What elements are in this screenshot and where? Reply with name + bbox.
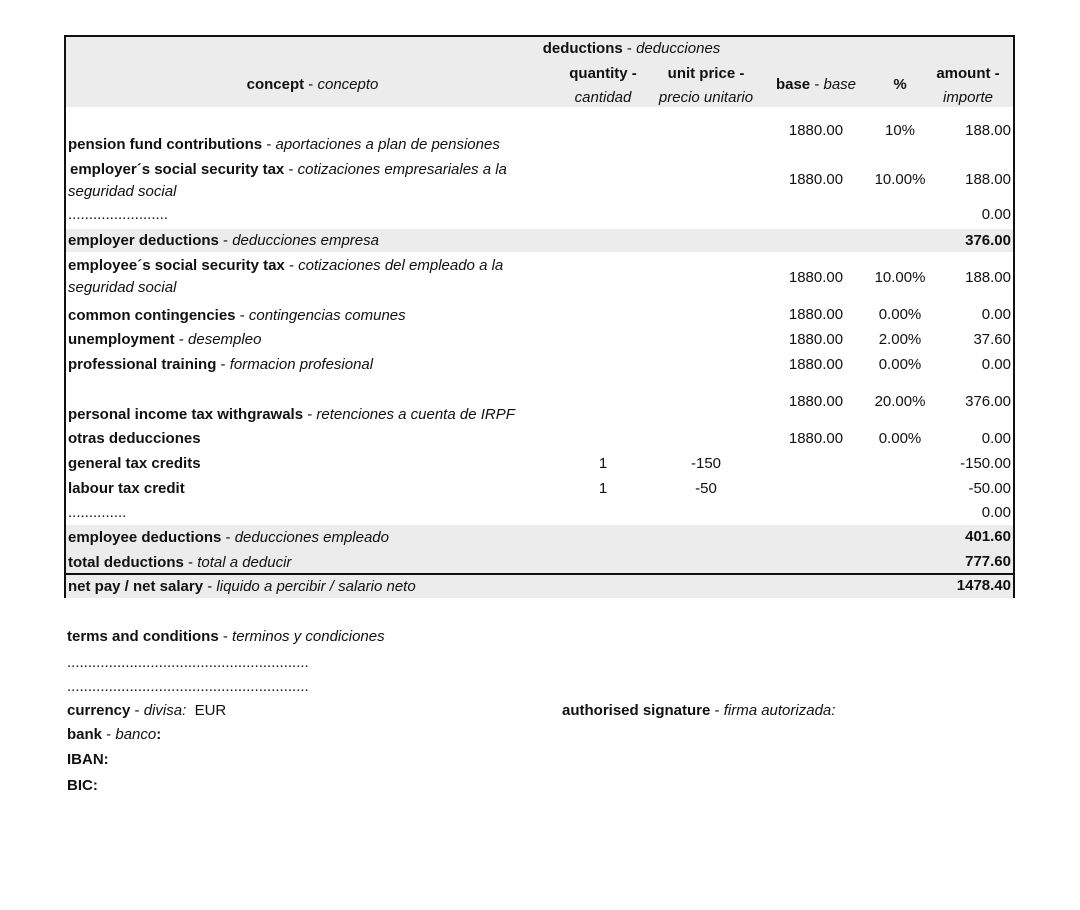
currency-bold: currency [67,702,131,719]
bank-colon: : [156,726,162,743]
label-bold: common contingencies [68,307,236,324]
currency-value: EUR [194,702,227,719]
row-unemployment-concept: unemployment - desempleo [68,331,262,348]
row-general-tax-amount: -150.00 [960,455,1011,472]
col-header-base [764,75,868,95]
row-general-tax-concept: general tax credits [68,455,201,472]
row-otras-percent: 0.00% [878,430,922,447]
row-total-amount: 777.60 [965,553,1011,570]
row-training-percent: 0.00% [878,356,922,373]
col-header-quantity: quantity - [569,65,637,82]
row-irpf-percent: 20.00% [874,393,926,410]
label-italic: cotizaciones del empleado a la [298,257,504,274]
signature-bold: authorised signature [562,702,711,719]
title-sep: - [622,40,637,57]
terms-heading [67,627,385,647]
col-header-quantity-es: cantidad [574,89,632,106]
concept-bold: concept [246,76,305,93]
terms-sep: - [218,628,233,645]
row-employee-ss-concept: employee´s social security tax - cotizaciones del empleado a la [68,257,504,274]
row-employer-ss-percent: 10.00% [874,171,926,188]
concept-italic: concepto [317,76,379,93]
terms-line-1: .......................................................... [67,654,309,671]
bank-italic: banco [115,726,157,743]
label-italic: retenciones a cuenta de IRPF [316,406,515,423]
bank-line [67,725,161,745]
row-unemployment-amount: 37.60 [973,331,1011,348]
terms-bold: terms and conditions [67,628,219,645]
row-employer-total-concept: employer deductions - deducciones empresa [68,232,379,249]
row-employee-ss-concept-line2: seguridad social [68,279,177,296]
row-employee-ss-percent: 10.00% [874,269,926,286]
label-bold: total deductions [68,554,184,571]
deductions-table [64,35,1015,598]
row-otras-base: 1880.00 [788,430,844,447]
signature-italic: firma autorizada: [723,702,836,719]
deductions-sheet [64,35,1015,598]
label-italic: deducciones empleado [234,529,389,546]
title-italic: deducciones [636,40,721,57]
row-employer-ss-concept-line2: seguridad social [68,183,177,200]
title-bold: deductions [542,40,623,57]
currency-line [67,701,226,721]
terms-italic: terminos y condiciones [232,628,385,645]
label-bold: employee deductions [68,529,222,546]
row-pension-base: 1880.00 [788,122,844,139]
row-irpf-concept: personal income tax withgrawals - retenciones a cuenta de IRPF [68,406,515,423]
row-unemployment-base: 1880.00 [788,331,844,348]
row-labour-tax-concept: labour tax credit [68,480,185,497]
row-irpf-base: 1880.00 [788,393,844,410]
label-bold: unemployment [68,331,175,348]
label-bold: professional training [68,356,217,373]
row-employee-total-amount: 401.60 [965,528,1011,545]
bank-sep: - [102,726,116,743]
base-sep: - [810,76,824,93]
row-employer-ss-amount: 188.00 [965,171,1011,188]
currency-italic: divisa: [143,702,187,719]
base-italic: base [823,76,857,93]
row-common-concept: common contingencies - contingencias comunes [68,307,406,324]
row-labour-tax-amount: -50.00 [968,480,1011,497]
row-general-tax-quantity: 1 [598,455,608,472]
row-employer-ss-base: 1880.00 [788,171,844,188]
col-header-amount: amount - [936,65,1000,82]
row-labour-tax-unit-price: -50 [695,480,717,497]
row-employer-ss-concept: employer´s social security tax - cotizaciones empresariales a la [70,161,507,178]
label-italic: desempleo [188,331,262,348]
row-training-concept: professional training - formacion profesional [68,356,374,373]
label-italic: contingencias comunes [248,307,406,324]
row-pension-concept: pension fund contributions - aportaciones a plan de pensiones [68,136,500,153]
col-header-concept [66,75,559,95]
label-italic: cotizaciones empresariales a la [297,161,507,178]
label-bold: employee´s social security tax [68,257,285,274]
terms-line-2: .......................................................... [67,678,309,695]
label-bold: net pay / net salary [68,578,204,595]
row-placeholder-2-amount: 0.00 [981,504,1011,521]
row-employer-total-amount: 376.00 [965,232,1011,249]
label-bold: employer´s social security tax [70,161,285,178]
row-training-amount: 0.00 [981,356,1011,373]
row-otras-amount: 0.00 [981,430,1011,447]
row-pension-amount: 188.00 [965,122,1011,139]
row-placeholder-1-amount: 0.00 [981,206,1011,223]
row-common-amount: 0.00 [981,306,1011,323]
label-bold: employer deductions [68,232,219,249]
iban-label: IBAN: [67,751,109,768]
row-unemployment-percent: 2.00% [878,331,922,348]
row-common-base: 1880.00 [788,306,844,323]
row-placeholder-1-label: ........................ [68,206,169,223]
label-italic: total a deducir [197,554,292,571]
col-header-amount-es: importe [942,89,994,106]
label-bold: pension fund contributions [68,136,263,153]
col-header-percent: % [893,76,907,93]
label-italic: formacion profesional [229,356,374,373]
col-header-unit-price-es: precio unitario [658,89,754,106]
signature-label [562,701,835,721]
label-italic: liquido a percibir / salario neto [216,578,416,595]
currency-sep: - [130,702,144,719]
row-pension-percent: 10% [884,122,916,139]
row-general-tax-unit-price: -150 [690,455,722,472]
row-total-concept: total deductions - total a deducir [68,554,292,571]
row-irpf-amount: 376.00 [965,393,1011,410]
base-bold: base [775,76,811,93]
col-header-unit-price: unit price - [667,65,745,82]
table-title [66,39,1017,59]
bic-label: BIC: [67,777,98,794]
row-employee-total-concept: employee deductions - deducciones empleado [68,529,389,546]
row-otras-concept: otras deducciones [68,430,201,447]
signature-sep: - [710,702,724,719]
label-italic: deducciones empresa [232,232,379,249]
row-placeholder-2-label: .............. [68,504,127,521]
row-common-percent: 0.00% [878,306,922,323]
label-bold: personal income tax withgrawals [68,406,304,423]
row-employee-ss-amount: 188.00 [965,269,1011,286]
label-italic: aportaciones a plan de pensiones [275,136,500,153]
row-employee-ss-base: 1880.00 [788,269,844,286]
row-training-base: 1880.00 [788,356,844,373]
concept-sep: - [304,76,318,93]
row-net-pay-concept: net pay / net salary - liquido a percibir / salario neto [68,578,416,595]
row-net-pay-amount: 1478.40 [956,577,1011,594]
bank-bold: bank [67,726,103,743]
row-labour-tax-quantity: 1 [598,480,608,497]
